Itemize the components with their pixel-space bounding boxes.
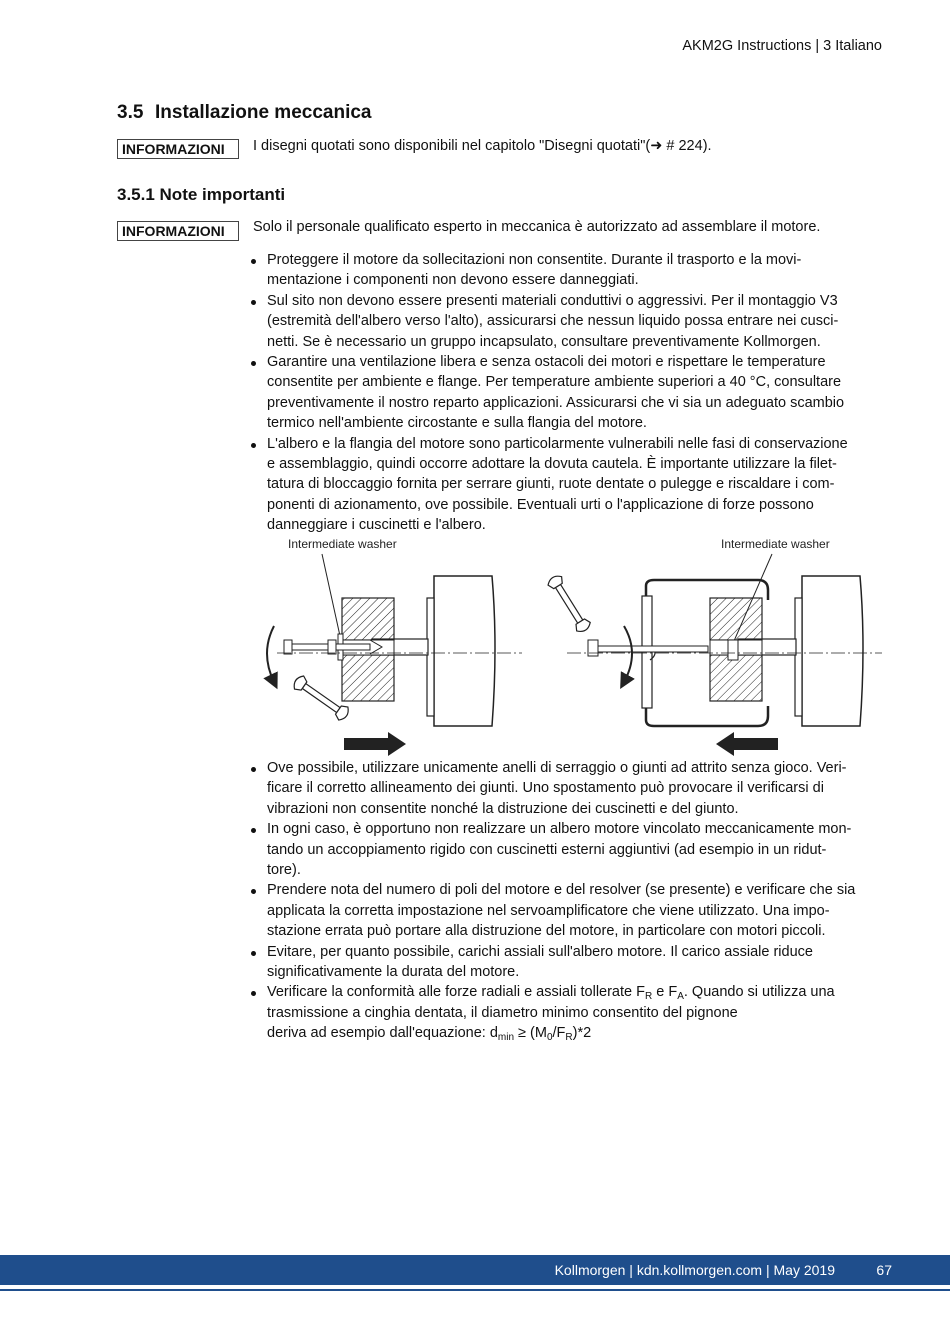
list-item: In ogni caso, è opportuno non realizzare un albero motore vincolato meccanicamente mon- tando un accoppiamento rigido con cuscinetti esterni aggiuntivi (ad esempio in un ridut- tore). [248, 819, 888, 880]
page-number: 67 [876, 1262, 892, 1278]
footer-divider [0, 1289, 950, 1291]
list-item: L'albero e la flangia del motore sono particolarmente vulnerabili nelle fasi di conservazione e assemblaggio, quindi occorre adottare la dovuta cautela. È importante utilizzare la filet- tatura di bloccaggio fornita per serrare giunti, ruote dentate o pulegge e riscaldare i com- ponenti di azionamento, ove possibile. Eventuali urti o l'applicazione di forze possono danneggiare i cuscinetti e l'albero. [248, 434, 888, 536]
list-item: Ove possibile, utilizzare unicamente anelli di serraggio o giunti ad attrito senza gioco. Veri- ficare il corretto allineamento dei giunti. Uno spostamento può provocare il verificarsi di vibrazioni non consentite nonché la distruzione dei cuscinetti e del giunto. [248, 758, 888, 819]
footer-text: Kollmorgen | kdn.kollmorgen.com | May 2019 [554, 1262, 835, 1278]
list-item: Garantire una ventilazione libera e senza ostacoli dei motori e rispettare le temperature consentite per ambiente e flange. Per temperature ambiente superiori a 40 °C, consultare preventivamente il nostro reparto applicazioni. Assicurarsi che vi sia un adeguato scambio termico nell'ambiente circostante e sulla flangia del motore. [248, 352, 888, 434]
bullet-list-top [248, 250, 888, 536]
info-badge: INFORMAZIONI [117, 139, 239, 159]
left-assembly [267, 554, 522, 756]
info-text-2: Solo il personale qualificato esperto in meccanica è autorizzato ad assemblare il motore. [253, 219, 821, 235]
list-item: Evitare, per quanto possibile, carichi assiali sull'albero motore. Il carico assiale riduce significativamente la durata del motore. [248, 942, 888, 983]
section-title: Installazione meccanica [155, 102, 372, 123]
list-item: Prendere nota del numero di poli del motore e del resolver (se presente) e verificare che sia applicata la corretta impostazione nel servoamplificatore che viene utilizzato. Una impo- stazione errata può portare alla distruzione del motore, in particolare con motori piccoli. [248, 880, 888, 941]
list-item: Sul sito non devono essere presenti materiali conduttivi o aggressivi. Per il montaggio V3 (estremità dell'albero verso l'alto), assicurarsi che nessun liquido possa entrare nei cusci- netti. Se è necessario un gruppo incapsulato, consultare preventivamente Kollmorgen. [248, 291, 888, 352]
info-text-link[interactable]: # 224). [662, 138, 712, 154]
page-header: AKM2G Instructions | 3 Italiano [682, 38, 882, 54]
figure-label-right: Intermediate washer [721, 537, 830, 551]
info-text-prefix: I disegni quotati sono disponibili nel capitolo "Disegni quotati"( [253, 138, 651, 154]
right-assembly [546, 554, 882, 756]
arrow-right-icon: ➜ [650, 138, 663, 154]
mounting-figure [262, 536, 882, 758]
section-number: 3.5 [117, 102, 144, 123]
figure-label-left: Intermediate washer [288, 537, 397, 551]
list-item: Proteggere il motore da sollecitazioni non consentite. Durante il trasporto e la movi- mentazione i componenti non devono essere danneggiati. [248, 250, 888, 291]
section-heading [117, 102, 372, 124]
info-badge-2: INFORMAZIONI [117, 221, 239, 241]
bullet-list-bottom [248, 758, 888, 1044]
list-item: Verificare la conformità alle forze radiali e assiali tollerate $F_R$ e $F_A$. Quando si utilizza una trasmissione a cinghia dentata, il diametro minimo consentito del pignone deriva ad esempio dall'equazione: $d_{min} \ge (M_0/F_R)*2$ [248, 982, 888, 1043]
subsection-heading: 3.5.1 Note importanti [117, 185, 286, 204]
info-text [253, 138, 712, 154]
